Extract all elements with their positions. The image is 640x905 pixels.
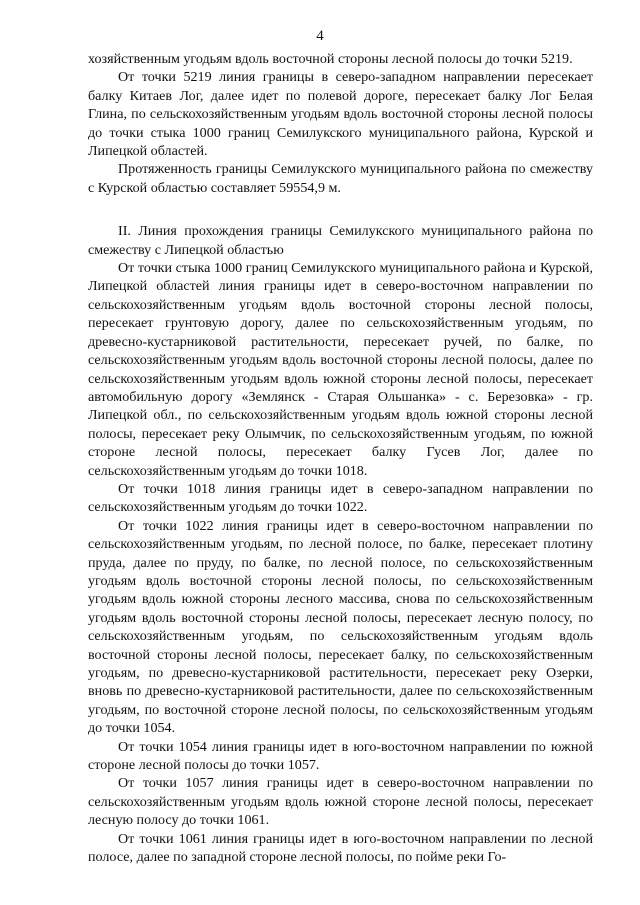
- paragraph: От точки 5219 линия границы в северо-западном направлении пересекает балку Китаев Лог, далее идет по полевой дороге, пересекает балку Лог Белая Глина, по сельскохозяйственным угодьям вдоль восточной стороны лесной полосы до точки стыка 1000 границ Семилукского муниципального района, Курской и Липецкой областей.: [88, 69, 593, 160]
- paragraph: Протяженность границы Семилукского муниципального района по смежеству с Курской областью составляет 59554,9 м.: [88, 161, 593, 196]
- section-heading: II. Линия прохождения границы Семилукского муниципального района по смежеству с Липецкой областью: [88, 223, 593, 258]
- paragraph: хозяйственным угодьям вдоль восточной стороны лесной полосы до точки 5219.: [88, 51, 573, 67]
- paragraph: От точки 1054 линия границы идет в юго-восточном направлении по южной стороне лесной полосы до точки 1057.: [88, 738, 593, 774]
- paragraph: От точки 1018 линия границы идет в северо-западном направлении по сельскохозяйственным угодьям до точки 1022.: [88, 480, 593, 516]
- paragraph: От точки 1061 линия границы идет в юго-восточном направлении по лесной полосе, далее по западной стороне лесной полосы, по пойме реки Го-: [88, 830, 593, 866]
- paragraph: От точки 1057 линия границы идет в северо-восточном направлении по сельскохозяйственным угодьям вдоль южной стороне лесной полосы, пересекает лесную полосу до точки 1061.: [88, 775, 593, 829]
- page-number: 4: [316, 28, 324, 44]
- document-body: [88, 50, 593, 866]
- paragraph: От точки стыка 1000 границ Семилукского муниципального района и Курской, Липецкой областей линия границы идет в северо-восточном направлении по сельскохозяйственным угодьям вдоль восточной стороны лесной полосы, пересекает грунтовую дорогу, далее по сельскохозяйственным угодьям, по древесно-кустарниковой растительности, пересекает ручей, по балке, по сельскохозяйственным угодьям вдоль восточной стороны лесной полосы, далее по сельскохозяйственным угодьям вдоль южной стороны лесной полосы, пересекает автомобильную дорогу «Землянск - Старая Ольшанка» - с. Березовка» - гр. Липецкой обл., по сельскохозяйственным угодьям вдоль южной стороны лесной полосы, пересекает реку Олымчик, по сельскохозяйственным угодьям, по южной стороне лесной полосы, пересекает балку Гусев Лог, далее по сельскохозяйственным угодьям до точки 1018.: [88, 260, 593, 479]
- paragraph: От точки 1022 линия границы идет в северо-восточном направлении по сельскохозяйственным угодьям, по лесной полосе, по балке, пересекает плотину пруда, далее по пруду, по балке, по лесной полосе, по сельскохозяйственным угодьям вдоль восточной стороны лесной полосы, по сельскохозяйственным угодьям вдоль южной стороны лесного массива, снова по сельскохозяйственным угодьям вдоль восточной стороны лесной полосы, пересекает лесную полосу, по сельскохозяйственным угодьям, по сельскохозяйственным угодьям вдоль восточной стороны лесной полосы, пересекает балку, по сельскохозяйственным угодьям, по древесно-кустарниковой растительности, пересекает реку Озерки, вновь по древесно-кустарниковой растительности, далее по сельскохозяйственным угодьям, по восточной стороне лесной полосы, по сельскохозяйственным угодьям до точки 1054.: [88, 517, 593, 737]
